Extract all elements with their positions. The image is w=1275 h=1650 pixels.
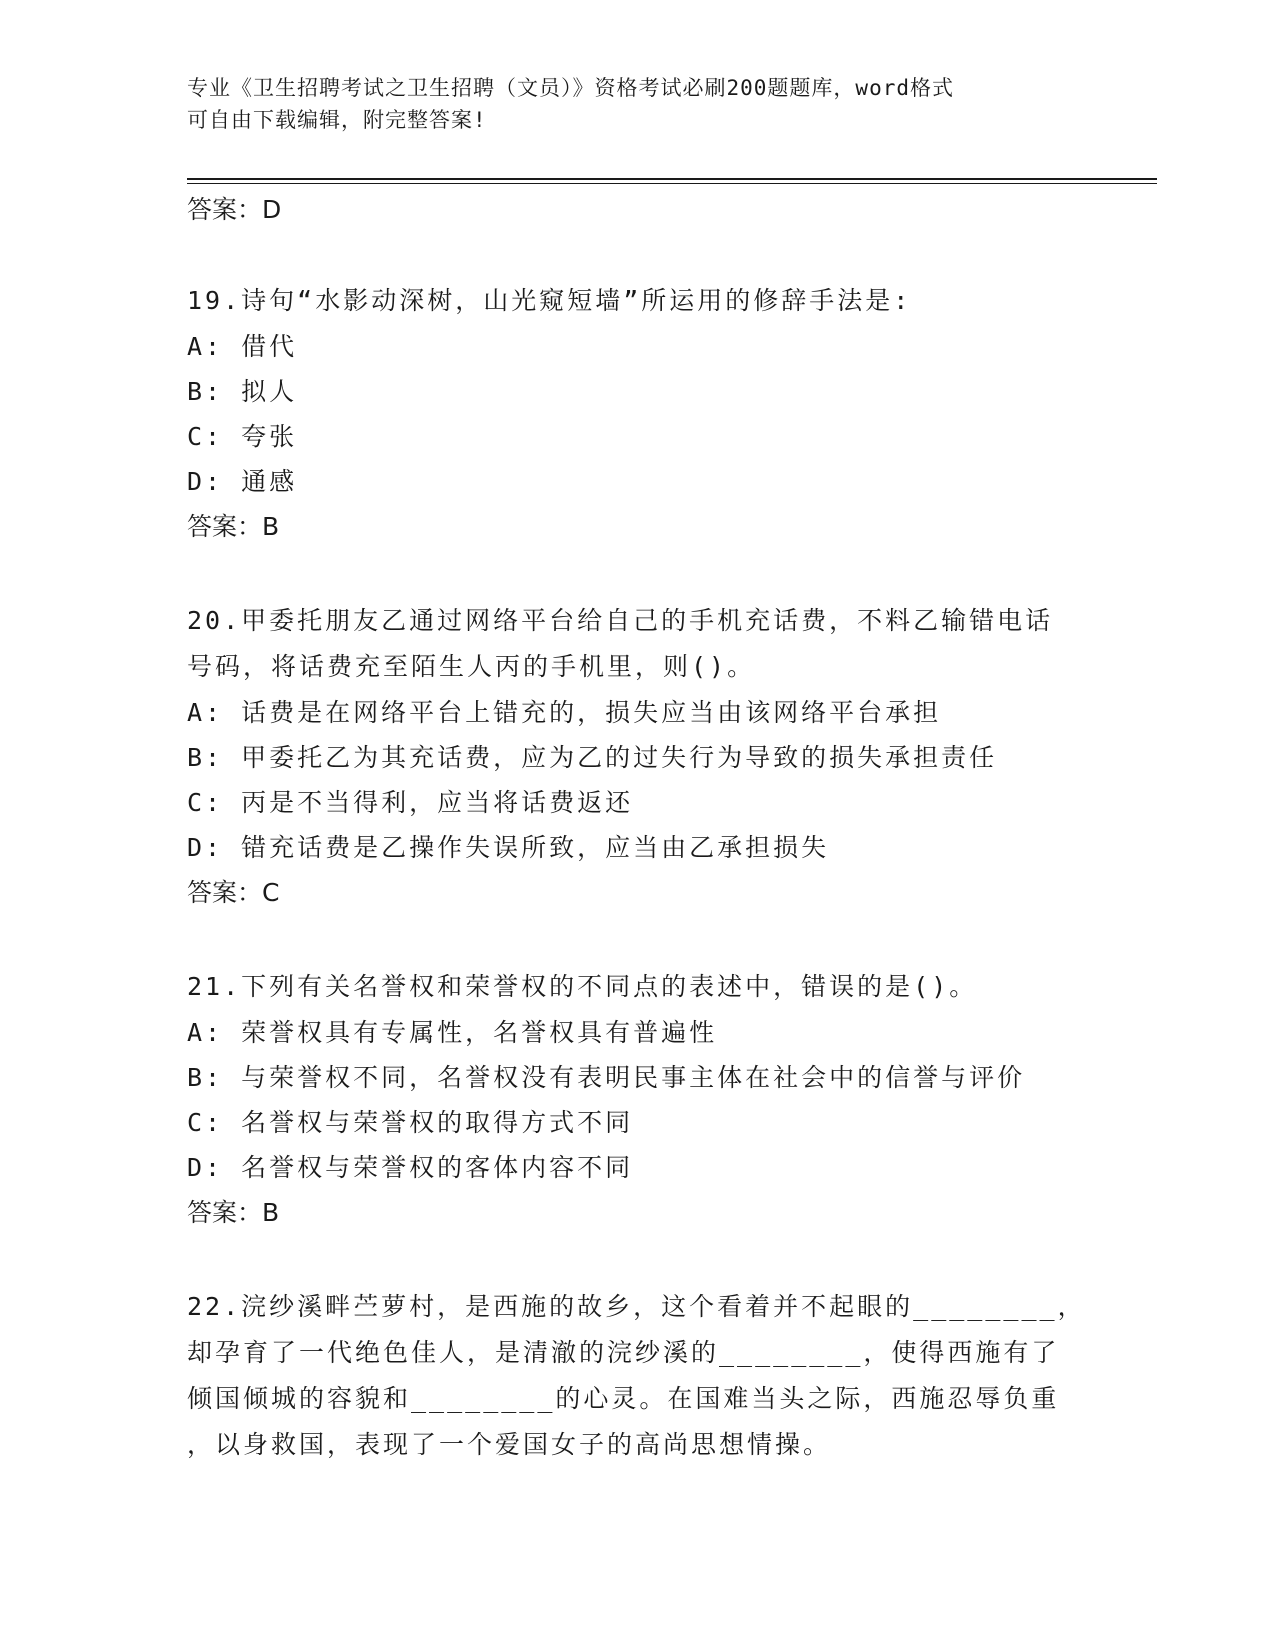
answer-line: 答案：D <box>187 195 282 224</box>
option-c: C: 名誉权与荣誉权的取得方式不同 <box>187 1108 634 1137</box>
question-list <box>187 190 1087 1468</box>
header-divider-thick <box>187 178 1157 180</box>
question-stem-line: 倾国倾城的容貌和________的心灵。在国难当头之际，西施忍辱负重 <box>187 1384 1060 1413</box>
option-b: B: 拟人 <box>187 377 298 406</box>
spacer <box>187 916 1087 964</box>
question-stem-line: 却孕育了一代绝色佳人，是清澈的浣纱溪的________，使得西施有了 <box>187 1338 1060 1367</box>
spacer <box>187 550 1087 598</box>
option-c: C: 夸张 <box>187 422 298 451</box>
question-stem-line: 22.浣纱溪畔苎萝村，是西施的故乡，这个看着并不起眼的________， <box>187 1292 1086 1321</box>
question-stem-line: 号码，将话费充至陌生人丙的手机里，则()。 <box>187 652 756 681</box>
document-header <box>187 72 1087 136</box>
header-divider-thin <box>187 183 1157 184</box>
option-a: A: 荣誉权具有专属性，名誉权具有普遍性 <box>187 1018 718 1047</box>
spacer <box>187 230 1087 278</box>
option-b: B: 与荣誉权不同，名誉权没有表明民事主体在社会中的信誉与评价 <box>187 1063 1026 1092</box>
answer-line: 答案：B <box>187 512 280 541</box>
spacer <box>187 1236 1087 1284</box>
option-d: D: 名誉权与荣誉权的客体内容不同 <box>187 1153 634 1182</box>
option-c: C: 丙是不当得利，应当将话费返还 <box>187 788 634 817</box>
question-stem: 19.诗句“水影动深树，山光窥短墙”所运用的修辞手法是: <box>187 286 912 315</box>
option-b: B: 甲委托乙为其充话费，应为乙的过失行为导致的损失承担责任 <box>187 743 998 772</box>
question-19 <box>187 278 1087 550</box>
header-line-2: 可自由下载编辑，附完整答案! <box>187 108 487 132</box>
header-line-1: 专业《卫生招聘考试之卫生招聘（文员）》资格考试必刷200题题库，word格式 <box>187 76 954 100</box>
answer-line: 答案：C <box>187 878 280 907</box>
option-d: D: 错充话费是乙操作失误所致，应当由乙承担损失 <box>187 833 830 862</box>
question-21 <box>187 964 1087 1236</box>
option-a: A: 话费是在网络平台上错充的，损失应当由该网络平台承担 <box>187 698 942 727</box>
question-stem-line: ，以身救国，表现了一个爱国女子的高尚思想情操。 <box>187 1430 832 1459</box>
option-a: A: 借代 <box>187 332 298 361</box>
question-stem: 21.下列有关名誉权和荣誉权的不同点的表述中，错误的是()。 <box>187 972 978 1001</box>
option-d: D: 通感 <box>187 467 298 496</box>
question-20 <box>187 598 1087 916</box>
question-22 <box>187 1284 1087 1468</box>
question-stem-line: 20.甲委托朋友乙通过网络平台给自己的手机充话费，不料乙输错电话 <box>187 606 1054 635</box>
answer-line: 答案：B <box>187 1198 280 1227</box>
